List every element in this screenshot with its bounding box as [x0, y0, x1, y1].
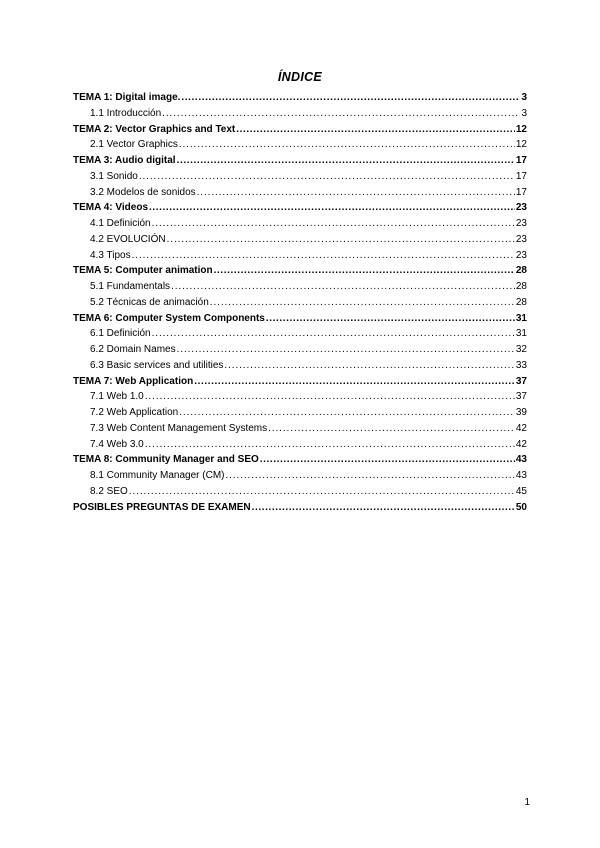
toc-entry-label: 4.1 Definición: [90, 218, 151, 229]
toc-entry-page: 12: [515, 123, 527, 135]
toc-entry-page: 3: [521, 107, 527, 119]
page-number: 1: [524, 797, 530, 808]
toc-chapter-entry[interactable]: [73, 452, 527, 468]
toc-section-entry[interactable]: [73, 468, 527, 484]
toc-entry-label: 7.1 Web 1.0: [90, 391, 144, 403]
toc-entry-label: TEMA 1: Digital image.: [73, 92, 181, 103]
toc-entry-page: 17: [515, 155, 527, 166]
toc-entry-page: 42: [515, 422, 527, 434]
toc-section-entry[interactable]: [73, 484, 527, 500]
toc-dot-leader: [139, 169, 515, 185]
toc-chapter-entry[interactable]: [73, 153, 527, 169]
toc-entry-page: 45: [515, 485, 527, 497]
toc-entry-label: 8.1 Community Manager (CM): [90, 470, 225, 481]
toc-dot-leader: [167, 232, 515, 248]
page-title: ÍNDICE: [277, 70, 323, 84]
toc-entry-label: TEMA 8: Community Manager and SEO: [73, 454, 259, 466]
toc-chapter-entry[interactable]: [73, 500, 527, 516]
toc-dot-leader: [152, 326, 515, 342]
toc-entry-page: 28: [515, 265, 527, 277]
toc-entry-page: 43: [515, 454, 527, 466]
toc-entry-page: 33: [515, 359, 527, 371]
toc-section-entry[interactable]: [73, 185, 527, 201]
toc-section-entry[interactable]: [73, 248, 527, 264]
toc-entry-page: 37: [515, 391, 527, 403]
toc-entry-label: TEMA 2: Vector Graphics and Text: [73, 123, 236, 135]
toc-entry-label: 3.1 Sonido: [90, 170, 138, 182]
toc-dot-leader: [152, 216, 515, 232]
toc-entry-page: 39: [515, 407, 527, 418]
toc-dot-leader: [266, 311, 515, 327]
toc-chapter-entry[interactable]: [73, 263, 527, 279]
toc-section-entry[interactable]: [73, 279, 527, 295]
toc-entry-label: TEMA 3: Audio digital: [73, 155, 176, 166]
toc-entry-label: 7.3 Web Content Management Systems: [90, 422, 268, 434]
toc-entry-label: 4.2 EVOLUCIÓN: [90, 233, 166, 245]
toc-dot-leader: [171, 279, 515, 295]
toc-section-entry[interactable]: [73, 358, 527, 374]
toc-section-entry[interactable]: [73, 106, 527, 122]
toc-entry-label: 4.3 Tipos: [90, 249, 131, 261]
toc-entry-page: 32: [515, 344, 527, 355]
toc-dot-leader: [210, 295, 515, 311]
toc-dot-leader: [194, 374, 515, 390]
toc-entry-label: 2.1 Vector Graphics: [90, 139, 178, 151]
toc-dot-leader: [179, 405, 515, 421]
toc-entry-page: 23: [515, 202, 527, 214]
toc-chapter-entry[interactable]: [73, 374, 527, 390]
toc-entry-label: 6.3 Basic services and utilities: [90, 359, 224, 371]
toc-entry-label: TEMA 4: Videos: [73, 202, 149, 214]
toc-dot-leader: [181, 90, 520, 106]
toc-entry-label: 7.2 Web Application: [90, 407, 179, 418]
toc-entry-label: 8.2 SEO: [90, 485, 128, 497]
table-of-contents: [73, 90, 527, 515]
toc-entry-label: 1.1 Introducción: [90, 107, 162, 119]
toc-dot-leader: [129, 484, 515, 500]
toc-chapter-entry[interactable]: [73, 122, 527, 138]
toc-section-entry[interactable]: [73, 389, 527, 405]
toc-entry-page: 17: [515, 186, 527, 198]
toc-entry-label: 6.2 Domain Names: [90, 344, 176, 355]
toc-dot-leader: [252, 500, 515, 516]
toc-entry-page: 23: [515, 233, 527, 245]
toc-entry-page: 28: [515, 281, 527, 292]
toc-section-entry[interactable]: [73, 437, 527, 453]
toc-dot-leader: [225, 468, 514, 484]
toc-dot-leader: [236, 122, 515, 138]
toc-section-entry[interactable]: [73, 421, 527, 437]
toc-dot-leader: [268, 421, 515, 437]
toc-dot-leader: [177, 153, 515, 169]
toc-section-entry[interactable]: [73, 169, 527, 185]
toc-entry-label: 6.1 Definición: [90, 328, 151, 340]
toc-dot-leader: [162, 106, 520, 122]
toc-chapter-entry[interactable]: [73, 200, 527, 216]
toc-entry-page: 31: [515, 312, 527, 324]
toc-section-entry[interactable]: [73, 232, 527, 248]
toc-entry-page: 3: [521, 92, 527, 103]
toc-entry-label: 5.1 Fundamentals: [90, 281, 171, 292]
toc-entry-label: POSIBLES PREGUNTAS DE EXAMEN: [73, 501, 251, 513]
toc-entry-label: 3.2 Modelos de sonidos: [90, 186, 196, 198]
toc-entry-label: TEMA 7: Web Application: [73, 375, 194, 387]
toc-section-entry[interactable]: [73, 405, 527, 421]
toc-chapter-entry[interactable]: [73, 311, 527, 327]
toc-entry-page: 23: [515, 249, 527, 261]
toc-dot-leader: [145, 437, 515, 453]
toc-dot-leader: [179, 137, 515, 153]
toc-entry-label: TEMA 6: Computer System Components: [73, 312, 265, 324]
toc-dot-leader: [132, 248, 515, 264]
toc-entry-label: 7.4 Web 3.0: [90, 438, 144, 450]
toc-entry-page: 43: [515, 470, 527, 481]
toc-chapter-entry[interactable]: [73, 90, 527, 106]
toc-dot-leader: [145, 389, 515, 405]
toc-entry-page: 50: [515, 501, 527, 513]
toc-section-entry[interactable]: [73, 342, 527, 358]
toc-entry-label: TEMA 5: Computer animation: [73, 265, 213, 277]
toc-section-entry[interactable]: [73, 216, 527, 232]
toc-dot-leader: [149, 200, 515, 216]
toc-section-entry[interactable]: [73, 295, 527, 311]
toc-dot-leader: [260, 452, 515, 468]
toc-dot-leader: [177, 342, 515, 358]
toc-entry-page: 17: [515, 170, 527, 182]
toc-dot-leader: [197, 185, 515, 201]
toc-entry-page: 42: [515, 438, 527, 450]
toc-dot-leader: [224, 358, 514, 374]
toc-entry-page: 28: [515, 296, 527, 308]
toc-entry-page: 23: [515, 218, 527, 229]
toc-dot-leader: [214, 263, 515, 279]
toc-entry-page: 37: [515, 375, 527, 387]
toc-section-entry[interactable]: [73, 326, 527, 342]
toc-entry-page: 12: [515, 139, 527, 151]
toc-section-entry[interactable]: [73, 137, 527, 153]
toc-entry-page: 31: [515, 328, 527, 340]
toc-entry-label: 5.2 Técnicas de animación: [90, 296, 209, 308]
